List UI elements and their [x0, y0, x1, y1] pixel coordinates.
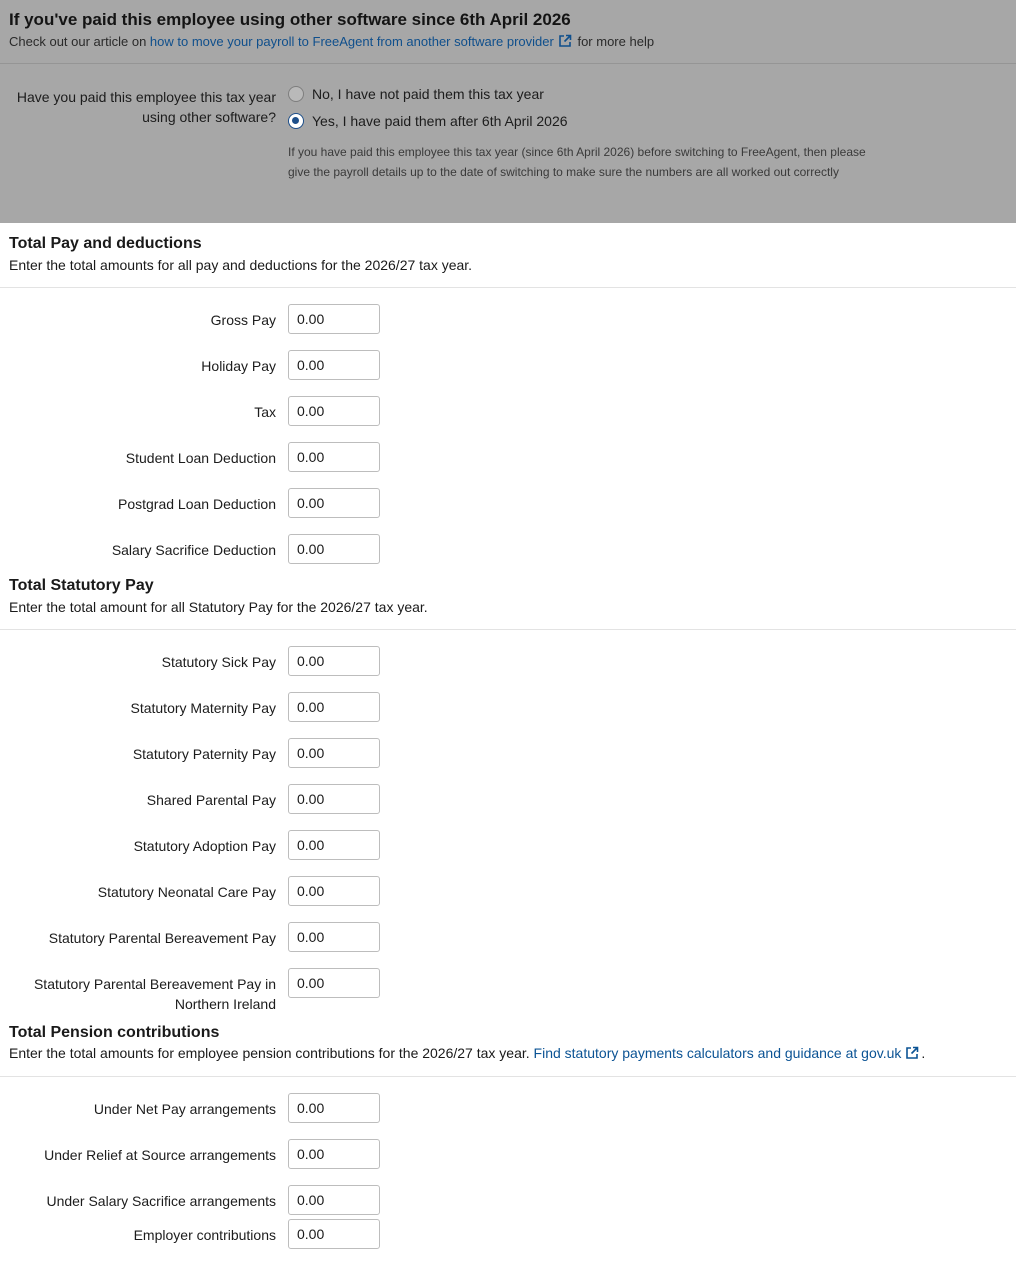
student-loan-input[interactable]: [288, 442, 380, 472]
salary-sacrifice-deduction-input[interactable]: [288, 534, 380, 564]
statutory-parental-bereavement-pay-input[interactable]: [288, 922, 380, 952]
statutory-adoption-pay-label: Statutory Adoption Pay: [133, 838, 276, 854]
panel-title: If you've paid this employee using other software since 6th April 2026: [9, 10, 571, 29]
radio-not-paid[interactable]: [288, 86, 304, 102]
external-link-icon[interactable]: [905, 1046, 919, 1063]
radio-paid-label[interactable]: Yes, I have paid them after 6th April 2026: [312, 113, 568, 129]
subtitle-prefix: Check out our article on: [9, 34, 147, 49]
statutory-maternity-pay-input[interactable]: [288, 692, 380, 722]
pension-description-suffix: .: [921, 1045, 926, 1061]
pension-section-description: [9, 1045, 925, 1063]
student-loan-label: Student Loan Deduction: [125, 450, 276, 466]
statutory-paternity-pay-input[interactable]: [288, 738, 380, 768]
net-pay-arrangements-input[interactable]: [288, 1093, 380, 1123]
postgrad-loan-input[interactable]: [288, 488, 380, 518]
holiday-pay-label: Holiday Pay: [201, 358, 276, 374]
statutory-parental-bereavement-pay-ni-label: Statutory Parental Bereavement Pay in Northern Ireland: [33, 976, 276, 1012]
statutory-parental-bereavement-pay-label: Statutory Parental Bereavement Pay: [48, 930, 276, 946]
statutory-sick-pay-input[interactable]: [288, 646, 380, 676]
pay-section-description: Enter the total amounts for all pay and deductions for the 2026/27 tax year.: [9, 257, 473, 273]
statutory-neonatal-care-pay-label: Statutory Neonatal Care Pay: [97, 884, 276, 900]
statutory-neonatal-care-pay-input[interactable]: [288, 876, 380, 906]
statutory-paternity-pay-label: Statutory Paternity Pay: [132, 746, 276, 762]
holiday-pay-input[interactable]: [288, 350, 380, 380]
relief-at-source-label: Under Relief at Source arrangements: [44, 1147, 276, 1163]
salary-sacrifice-arrangements-input[interactable]: [288, 1185, 380, 1215]
shared-parental-pay-label: Shared Parental Pay: [146, 792, 276, 808]
statutory-sick-pay-label: Statutory Sick Pay: [161, 654, 276, 670]
salary-sacrifice-deduction-label: Salary Sacrifice Deduction: [111, 542, 276, 558]
employer-contributions-input[interactable]: [288, 1219, 380, 1249]
salary-sacrifice-arrangements-label: Under Salary Sacrifice arrangements: [46, 1193, 276, 1209]
panel-subtitle: [9, 34, 654, 51]
tax-input[interactable]: [288, 396, 380, 426]
panel-divider: [0, 63, 1016, 64]
paid-with-other-software-label: Have you paid this employee this tax year using other software?: [16, 89, 276, 125]
statutory-section-description: Enter the total amount for all Statutory Pay for the 2026/27 tax year.: [9, 599, 428, 615]
radio-option-not-paid[interactable]: [288, 86, 544, 102]
radio-paid[interactable]: [288, 113, 304, 129]
statutory-parental-bereavement-pay-ni-input[interactable]: [288, 968, 380, 998]
statutory-section-divider: [0, 629, 1016, 630]
subtitle-suffix: for more help: [577, 34, 655, 49]
external-link-icon[interactable]: [558, 34, 572, 51]
pay-section-title: Total Pay and deductions: [9, 235, 202, 252]
statutory-adoption-pay-input[interactable]: [288, 830, 380, 860]
previous-software-panel: [0, 0, 1016, 223]
gross-pay-input[interactable]: [288, 304, 380, 334]
paid-hint-text: If you have paid this employee this tax year (since 6th April 2026) before switching to FreeAgent, then please give the payroll details up to the date of switching to make sure the numbers are all worked out correctly: [288, 145, 866, 179]
pension-section-divider: [0, 1076, 1016, 1077]
pension-description-text: Enter the total amounts for employee pension contributions for the 2026/27 tax year.: [9, 1045, 530, 1061]
gov-uk-guidance-link[interactable]: Find statutory payments calculators and guidance at gov.uk: [533, 1045, 902, 1061]
statutory-maternity-pay-label: Statutory Maternity Pay: [130, 700, 276, 716]
net-pay-arrangements-label: Under Net Pay arrangements: [93, 1101, 276, 1117]
move-payroll-article-link[interactable]: how to move your payroll to FreeAgent from another software provider: [149, 34, 554, 49]
gross-pay-label: Gross Pay: [210, 312, 276, 328]
radio-not-paid-label[interactable]: No, I have not paid them this tax year: [312, 86, 544, 102]
postgrad-loan-label: Postgrad Loan Deduction: [118, 496, 276, 512]
shared-parental-pay-input[interactable]: [288, 784, 380, 814]
tax-label: Tax: [254, 404, 276, 420]
pay-section-divider: [0, 287, 1016, 288]
pension-section-title: Total Pension contributions: [9, 1024, 220, 1041]
relief-at-source-input[interactable]: [288, 1139, 380, 1169]
statutory-section-title: Total Statutory Pay: [9, 577, 154, 594]
employer-contributions-label: Employer contributions: [133, 1227, 276, 1243]
radio-option-paid[interactable]: [288, 113, 568, 129]
